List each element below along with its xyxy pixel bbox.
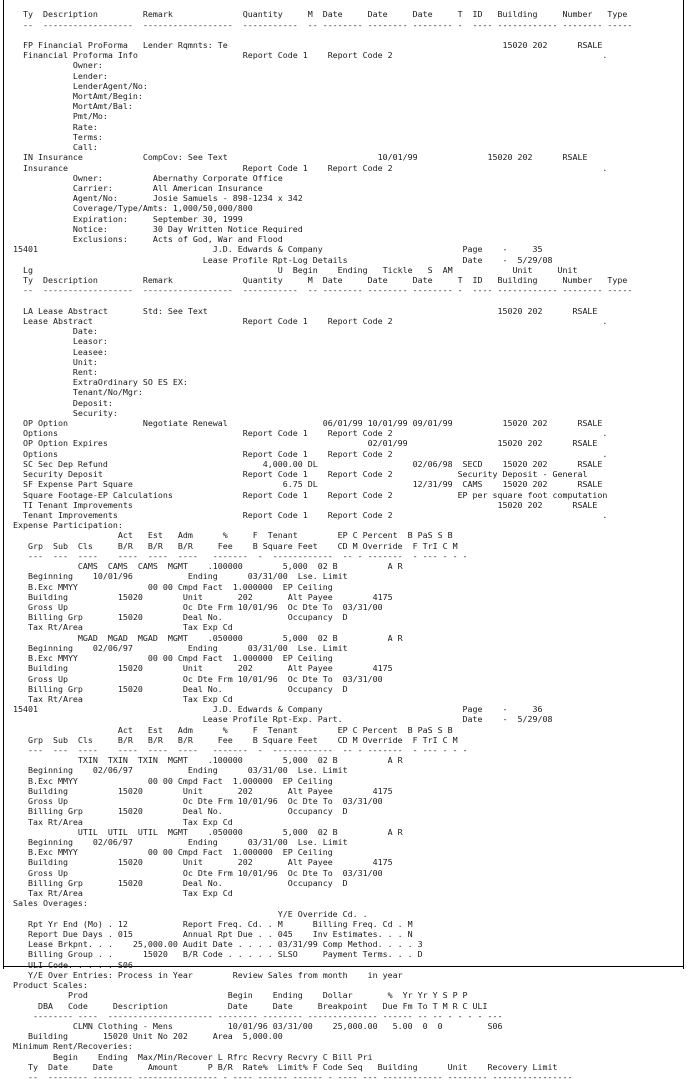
report-line: Coverage/Type/Amts: 1,000/50,000/800 — [8, 203, 253, 214]
report-line: FP Financial ProForma Lender Rqmnts: Te 15020 202 RSALE — [8, 39, 603, 50]
report-line: Act Est Adm % F Tenant EP C Percent B PaS S B — [8, 530, 453, 541]
report-line: Security: — [8, 407, 118, 418]
report-line: Building 15020 Unit 202 Alt Payee 4175 — [8, 857, 393, 868]
report-line: --- --- ---- ---- ---- ---- ------- - ------------ -- - ------- - --- - - - — [8, 550, 468, 561]
report-line: Rpt Yr End (Mo) . 12 Report Freq. Cd. . M Billing Freq. Cd . M — [8, 918, 413, 929]
page-left-rule — [3, 0, 4, 969]
report-line: Beginning 02/06/97 Ending 03/31/00 Lse. Limit — [8, 837, 348, 848]
report-line: B.Exc MMYY 00 00 Cmpd Fact 1.000000 EP Ceiling — [8, 581, 333, 592]
report-line: Tax Rt/Area Tax Exp Cd — [8, 622, 233, 633]
report-line: Terms: — [8, 131, 103, 142]
report-line: Billing Grp 15020 Deal No. Occupancy D — [8, 683, 348, 694]
report-line: Beginning 02/06/97 Ending 03/31/00 Lse. Limit — [8, 765, 348, 776]
report-line: 15401 J.D. Edwards & Company Page - 35 — [8, 244, 543, 255]
report-line: Minimum Rent/Recoveries: — [8, 1041, 133, 1052]
report-line: Billing Group . . 15020 B/R Code . . . . . SLSO Payment Terms. . . D — [8, 949, 423, 960]
report-line: Gross Up Oc Dte Frm 10/01/96 Oc Dte To 03/31/00 — [8, 673, 383, 684]
report-line: Gross Up Oc Dte Frm 10/01/96 Oc Dte To 03/31/00 — [8, 601, 383, 612]
report-line: Y/E Over Entries: Process in Year Review Sales from month in year — [8, 969, 403, 980]
report-line: Unit: — [8, 356, 98, 367]
report-line: ExtraOrdinary SO ES EX: — [8, 377, 188, 388]
report-text-body — [8, 9, 682, 1082]
report-line: Ty Date Date Amount P B/R Rate% Limit% F Code Seq Building Unit Recovery Limit — [8, 1061, 558, 1072]
report-line: Call: — [8, 142, 98, 153]
report-line: Options Report Code 1 Report Code 2 . — [8, 428, 608, 439]
report-line: -- -------- -------- ---------------- - ---- ------ ------ - ---- --- ------------ -------- ---------------- — [8, 1072, 573, 1082]
report-line: Sales Overages: — [8, 898, 88, 909]
report-line: 15401 J.D. Edwards & Company Page - 36 — [8, 704, 543, 715]
report-line: SF Expense Part Square 6.75 DL 12/31/99 CAMS 15020 202 RSALE — [8, 479, 603, 490]
report-line: Beginning 10/01/96 Ending 03/31/00 Lse. Limit — [8, 571, 348, 582]
report-line: Leasee: — [8, 346, 108, 357]
report-line: -- ------------------ ------------------ ----------- -- -------- -------- -------- - ---- ------------ -------- ----- — [8, 285, 633, 296]
report-line: Leasor: — [8, 336, 108, 347]
report-line: Gross Up Oc Dte Frm 10/01/96 Oc Dte To 03/31/00 — [8, 867, 383, 878]
report-line: B.Exc MMYY 00 00 Cmpd Fact 1.000000 EP Ceiling — [8, 653, 333, 664]
report-line: ULI Code. . . . . S06 — [8, 959, 133, 970]
report-line: Begin Ending Max/Min/Recover L Rfrc Recvry Recvry C Bill Pri — [8, 1051, 373, 1062]
report-line: Gross Up Oc Dte Frm 10/01/96 Oc Dte To 03/31/00 — [8, 796, 383, 807]
report-line: CAMS CAMS CAMS MGMT .100000 5,000 02 B A R — [8, 561, 403, 572]
report-line: LenderAgent/No: — [8, 80, 148, 91]
report-line: B.Exc MMYY 00 00 Cmpd Fact 1.000000 EP Ceiling — [8, 847, 333, 858]
report-line: Owner: Abernathy Corporate Office — [8, 172, 283, 183]
report-line: Billing Grp 15020 Deal No. Occupancy D — [8, 877, 348, 888]
report-line: TXIN TXIN TXIN MGMT .100000 5,000 02 B A R — [8, 755, 403, 766]
report-line: -- ------------------ ------------------ ----------- -- -------- -------- -------- - ---- ------------ -------- ----- — [8, 19, 633, 30]
report-line: Tenant/No/Mgr: — [8, 387, 143, 398]
report-line: OP Option Expires 02/01/99 15020 202 RSALE — [8, 438, 598, 449]
report-line: Ty Description Remark Quantity M Date Date Date T ID Building Number Type — [8, 9, 628, 20]
report-line: --- --- ---- ---- ---- ---- ------- - ------------ -- - ------- - --- - - - — [8, 745, 468, 756]
report-line: Security Deposit Report Code 1 Report Code 2 Security Deposit - General — [8, 469, 588, 480]
report-line: Building 15020 Unit 202 Alt Payee 4175 — [8, 591, 393, 602]
report-line: Financial Proforma Info Report Code 1 Report Code 2 . — [8, 50, 608, 61]
report-line: Beginning 02/06/97 Ending 03/31/00 Lse. Limit — [8, 642, 348, 653]
report-line: Expiration: September 30, 1999 — [8, 213, 243, 224]
report-line: LA Lease Abstract Std: See Text 15020 202 RSALE — [8, 305, 598, 316]
report-line: Prod Begin Ending Dollar % Yr Yr Y S P P — [8, 990, 468, 1001]
report-line: Y/E Override Cd. . — [8, 908, 368, 919]
report-line: Rent: — [8, 366, 98, 377]
report-line — [8, 30, 682, 40]
report-line: Report Due Days . 015 Annual Rpt Due . . 045 Inv Estimates. . . N — [8, 928, 413, 939]
report-line: Notice: 30 Day Written Notice Required — [8, 223, 303, 234]
report-line: Lease Abstract Report Code 1 Report Code 2 . — [8, 315, 608, 326]
report-line: OP Option Negotiate Renewal 06/01/99 10/01/99 09/01/99 15020 202 RSALE — [8, 418, 603, 429]
report-line: Lease Brkpnt. . . 25,000.00 Audit Date . . . . 03/31/99 Comp Method. . . . 3 — [8, 939, 423, 950]
report-line: UTIL UTIL UTIL MGMT .050000 5,000 02 B A R — [8, 826, 403, 837]
report-line: Building 15020 Unit 202 Alt Payee 4175 — [8, 663, 393, 674]
report-line: Product Scales: — [8, 980, 88, 991]
report-line: Act Est Adm % F Tenant EP C Percent B PaS S B — [8, 724, 453, 735]
report-line: Grp Sub Cls B/R B/R B/R Fee B Square Feet CD M Override F TrI C M — [8, 734, 458, 745]
report-line: Deposit: — [8, 397, 113, 408]
report-line: Lender: — [8, 70, 108, 81]
report-line: TI Tenant Improvements 15020 202 RSALE — [8, 499, 598, 510]
report-line: Options Report Code 1 Report Code 2 . — [8, 448, 608, 459]
report-line: Square Footage-EP Calculations Report Code 1 Report Code 2 EP per square foot computation — [8, 489, 608, 500]
report-line: Tax Rt/Area Tax Exp Cd — [8, 888, 233, 899]
report-line: Carrier: All American Insurance — [8, 183, 263, 194]
report-line: Lg U Begin Ending Tickle S AM Unit Unit — [8, 264, 578, 275]
report-line: IN Insurance CompCov: See Text 10/01/99 15020 202 RSALE — [8, 152, 588, 163]
report-line: Insurance Report Code 1 Report Code 2 . — [8, 162, 608, 173]
report-line: -------- ---- --------------------- -------- -------- -------------- ------ -- -- - - - - --- — [8, 1010, 503, 1021]
report-line: Ty Description Remark Quantity M Date Date Date T ID Building Number Type — [8, 274, 628, 285]
report-line: Expense Participation: — [8, 520, 123, 531]
page-right-rule — [683, 0, 684, 969]
report-line: MortAmt/Bal: — [8, 101, 133, 112]
report-line: DBA Code Description Date Date Breakpoint Due Fm To T M R C ULI — [8, 1000, 488, 1011]
report-line: Rate: — [8, 121, 98, 132]
report-line: Pmt/Mo: — [8, 111, 108, 122]
report-line: Agent/No: Josie Samuels - 898-1234 x 342 — [8, 193, 303, 204]
report-line: Date: — [8, 326, 98, 337]
report-line: B.Exc MMYY 00 00 Cmpd Fact 1.000000 EP Ceiling — [8, 775, 333, 786]
report-line — [8, 295, 682, 305]
report-line: Tax Rt/Area Tax Exp Cd — [8, 693, 233, 704]
report-line: MGAD MGAD MGAD MGMT .050000 5,000 02 B A R — [8, 632, 403, 643]
report-line: Tenant Improvements Report Code 1 Report Code 2 . — [8, 510, 608, 521]
report-line: Building 15020 Unit No 202 Area 5,000.00 — [8, 1031, 283, 1042]
report-line: SC Sec Dep Refund 4,000.00 DL 02/06/98 SECD 15020 202 RSALE — [8, 458, 603, 469]
report-line: Building 15020 Unit 202 Alt Payee 4175 — [8, 785, 393, 796]
report-line: Grp Sub Cls B/R B/R B/R Fee B Square Feet CD M Override F TrI C M — [8, 540, 458, 551]
report-line: Billing Grp 15020 Deal No. Occupancy D — [8, 612, 348, 623]
report-line: Owner: — [8, 60, 103, 71]
report-line: MortAmt/Begin: — [8, 91, 143, 102]
report-line: Billing Grp 15020 Deal No. Occupancy D — [8, 806, 348, 817]
report-line: Exclusions: Acts of God, War and Flood — [8, 234, 283, 245]
report-line: Lease Profile Rpt-Exp. Part. Date - 5/29/08 — [8, 714, 553, 725]
report-line: Tax Rt/Area Tax Exp Cd — [8, 816, 233, 827]
report-line: Lease Profile Rpt-Log Details Date - 5/29/08 — [8, 254, 553, 265]
report-line: CLMN Clothing - Mens 10/01/96 03/31/00 25,000.00 5.00 0 0 S06 — [8, 1020, 503, 1031]
